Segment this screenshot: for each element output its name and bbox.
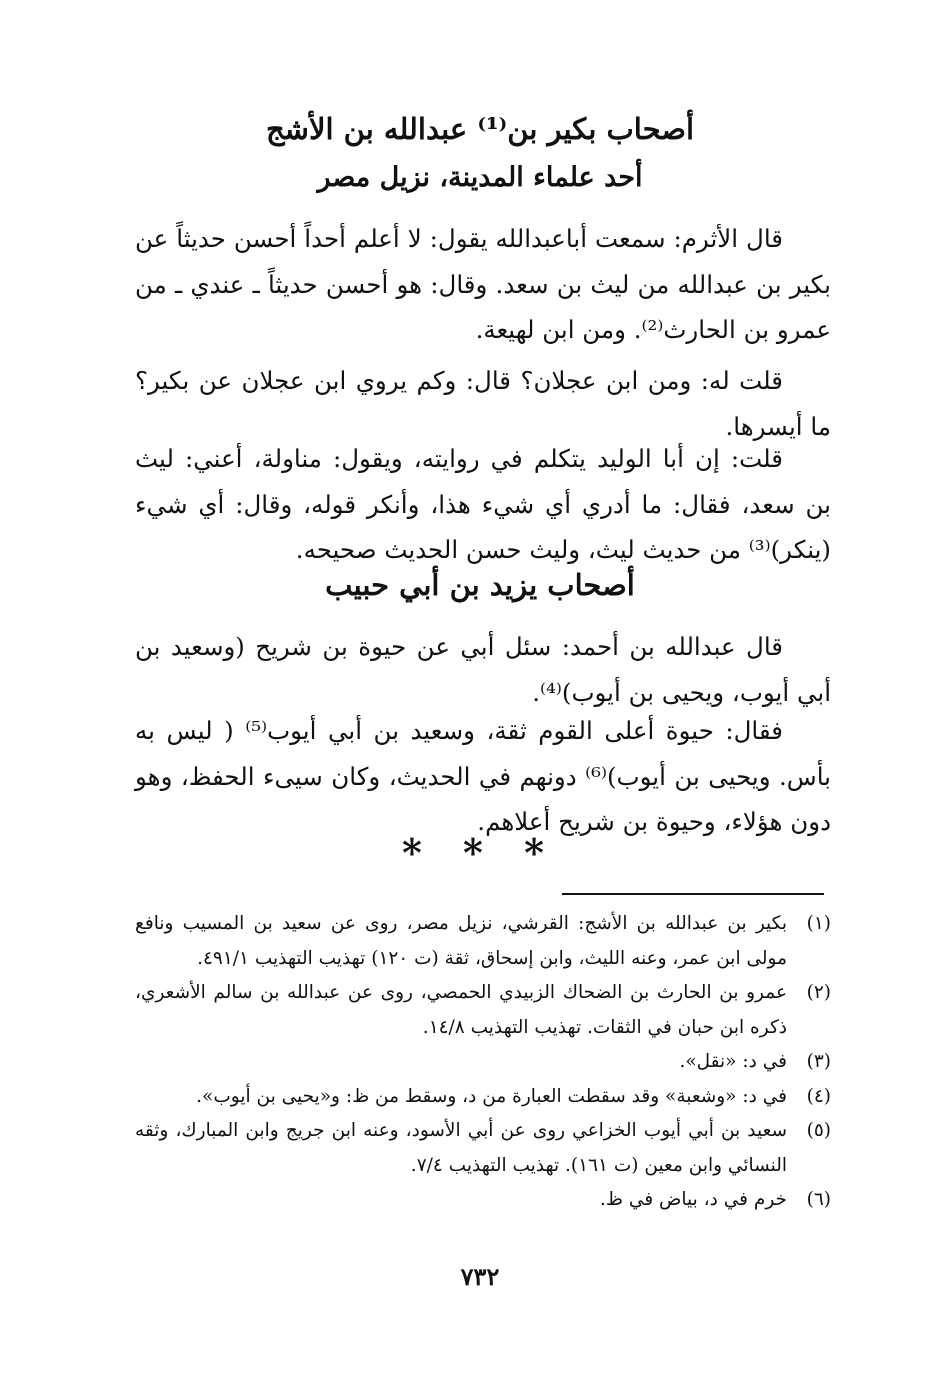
paragraph-text: فقال: حيوة أعلى القوم ثقة، وسعيد بن أبي أيوب⁽⁵⁾ ( ليس به بأس. ويحيى بن أيوب)⁽⁶⁾ دونهم في الحديث، وكان سيىء الحفظ، وهو دون هؤلاء، وحيوة بن شريح أعلاهم. (135, 716, 832, 836)
footnote-text: خرم في د، بياض في ظ. (600, 1189, 787, 1210)
paragraph-text: قلت: إن أبا الوليد يتكلم في روايته، ويقول: مناولة، أعني: ليث بن سعد، فقال: ما أدري أي شيء هذا، وأنكر قوله، وقال: أي شيء (ينكر)⁽³⁾ من حديث ليث، وليث حسن الحديث صحيحه. (135, 444, 831, 564)
footnote-item (135, 1080, 831, 1115)
footnotes-list (135, 907, 831, 1218)
footnote-text: سعيد بن أبي أيوب الخزاعي روى عن أبي الأسود، وعنه ابن جريج وابن المبارك، وثقه النسائي وابن معين (ت ١٦١). تهذيب التهذيب ٧/٤. (135, 1120, 787, 1176)
footnote-divider (562, 893, 824, 895)
section-separator: * * * (401, 830, 559, 875)
paragraph-athram (135, 216, 831, 353)
footnote-number: (١) (806, 913, 831, 934)
footnote-text: في د: «نقل». (679, 1051, 787, 1072)
footnote-number: (٦) (806, 1189, 831, 1210)
paragraph-text: قال عبدالله بن أحمد: سئل أبي عن حيوة بن شريح (وسعيد بن أبي أيوب، ويحيى بن أيوب)⁽⁴⁾. (135, 632, 831, 707)
footnote-item (135, 1045, 831, 1080)
paragraph-haywa (135, 708, 831, 845)
footnote-number: (٢) (806, 982, 831, 1003)
paragraph-abdallah-ahmad (135, 624, 831, 715)
footnote-item (135, 1183, 831, 1218)
section-heading-bukayr: أصحاب بكير بن⁽¹⁾ عبدالله بن الأشج (265, 112, 695, 146)
section-heading-yazid: أصحاب يزيد بن أبي حبيب (325, 568, 635, 602)
footnote-text: في د: «وشعبة» وقد سقطت العبارة من د، وسقط من ظ: و«يحيى بن أيوب». (196, 1085, 787, 1107)
footnote-item (135, 976, 831, 1045)
paragraph-abu-al-walid (135, 436, 831, 573)
paragraph-text: قال الأثرم: سمعت أباعبدالله يقول: لا أعلم أحداً أحسن حديثاً عن بكير بن عبدالله من ليث بن سعد. وقال: هو أحسن حديثاً ـ عندي ـ من عمرو بن الحارث⁽²⁾. ومن ابن لهيعة. (135, 224, 831, 344)
footnote-number: (٥) (806, 1120, 831, 1141)
footnote-text: بكير بن عبدالله بن الأشج: القرشي، نزيل مصر، روى عن سعيد بن المسيب ونافع مولى ابن عمر، وعنه الليث، وابن إسحاق، ثقة (ت ١٢٠) تهذيب التهذيب ٤٩١/١. (135, 913, 787, 969)
footnote-text: عمرو بن الحارث بن الضحاك الزبيدي الحمصي، روى عن عبدالله بن سالم الأشعري، ذكره ابن حبان في الثقات. تهذيب التهذيب ١٤/٨. (135, 982, 787, 1038)
footnote-number: (٣) (806, 1051, 831, 1072)
paragraph-text: قلت له: ومن ابن عجلان؟ قال: وكم يروي ابن عجلان عن بكير؟ ما أيسرها. (135, 366, 831, 441)
footnote-item (135, 907, 831, 976)
footnote-number: (٤) (806, 1085, 831, 1107)
footnote-item (135, 1114, 831, 1183)
section-subheading-bukayr: أحد علماء المدينة، نزيل مصر (317, 162, 643, 193)
page-number: ٧٣٢ (460, 1262, 500, 1291)
